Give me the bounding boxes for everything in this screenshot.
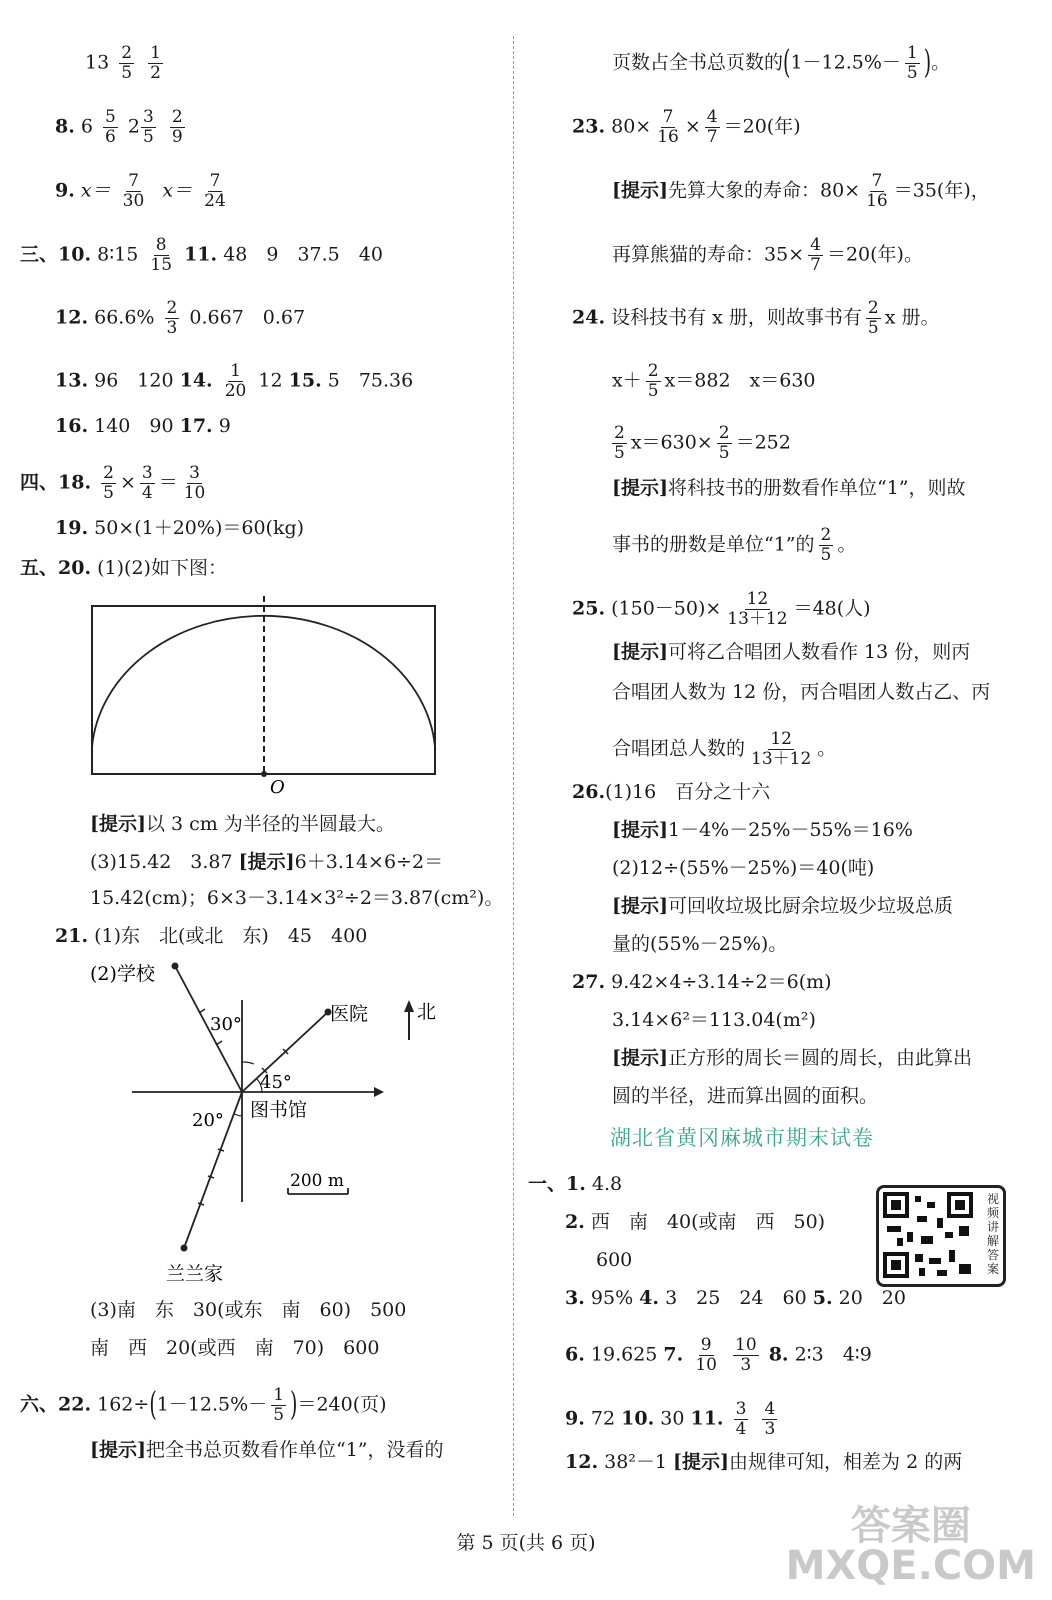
answer-20-3: (3)15.42 3.87 [提示]6＋3.14×6÷2＝ bbox=[90, 851, 444, 873]
point-o-label: O bbox=[270, 777, 285, 796]
section-title: 湖北省黄冈麻城市期末试卷 bbox=[610, 1126, 874, 1150]
scale-label: 200 m bbox=[290, 1171, 344, 1191]
answer-24: 24. 设科技书有 x 册，则故事书有 $\frac{2}{5}$ x 册。 bbox=[572, 298, 940, 338]
answer-16-17: 16. 140 90 17. 9 bbox=[55, 415, 231, 437]
answer-9: 9. x＝ $\frac{7}{30}$ x＝ $\frac{7}{24}$ bbox=[55, 171, 226, 211]
answer-9-11: 9. 72 10. 30 11. $\frac{3}{4}$ $\frac{4}{3}$ bbox=[565, 1399, 776, 1439]
answer-8: 8. 6 $\frac{5}{6}$ 2 $\frac{3}{5}$ $\frac{2}{9}$ bbox=[55, 107, 183, 147]
fraction: $\frac{1}{2}$ bbox=[150, 43, 161, 83]
answer-21: 21. (1)东 北(或北 东) 45 400 bbox=[55, 925, 368, 947]
hint-22: [提示]把全书总页数看作单位“1”，没看的 bbox=[90, 1439, 444, 1461]
answer-20-3-cont: 15.42(cm)；6×3－3.14×3²÷2＝3.87(cm²)。 bbox=[90, 887, 504, 909]
answer-26: 26.(1)16 百分之十六 bbox=[572, 781, 771, 803]
answer-24-eq2: $\frac{2}{5}$ x＝630× $\frac{2}{5}$ ＝252 bbox=[614, 423, 791, 463]
answer-25: 25. (150－50)× $\frac{12}{13+12}$ ＝48(人) bbox=[572, 589, 871, 629]
hint-24: [提示]将科技书的册数看作单位“1”，则故 bbox=[612, 477, 966, 499]
answer-24-eq1: x＋ $\frac{2}{5}$ x＝882 x＝630 bbox=[612, 361, 816, 401]
qr-code[interactable] bbox=[876, 1185, 1006, 1287]
answer-3-5: 3. 95% 4. 3 25 24 60 5. 20 20 bbox=[565, 1287, 906, 1309]
library-label: 图书馆 bbox=[250, 1099, 308, 1121]
answer-1: 一、1. 4.8 bbox=[528, 1173, 623, 1195]
column-divider bbox=[513, 36, 514, 1516]
home-label: 兰兰家 bbox=[166, 1263, 224, 1285]
hint-25-cont: 合唱团人数为 12 份，丙合唱团人数占乙、丙 bbox=[612, 681, 991, 703]
answer-26-2: (2)12÷(55%－25%)＝40(吨) bbox=[612, 857, 875, 879]
hint-26: [提示]1－4%－25%－55%＝16% bbox=[612, 819, 913, 841]
answer-20: 五、20. (1)(2)如下图： bbox=[20, 557, 227, 579]
answer-21-3-cont: 南 西 20(或西 南 70) 600 bbox=[90, 1337, 380, 1359]
hint-24-cont: 事书的册数是单位“1”的 $\frac{2}{5}$ 。 bbox=[612, 525, 857, 565]
hint-27: [提示]正方形的周长＝圆的周长，由此算出 bbox=[612, 1047, 972, 1069]
answer-12: 12. 66.6% $\frac{2}{3}$ 0.667 0.67 bbox=[55, 298, 306, 338]
answer-19: 19. 50×(1＋20%)＝60(kg) bbox=[55, 517, 305, 539]
hint-23: [提示]先算大象的寿命：80× $\frac{7}{16}$ ＝35(年)， bbox=[612, 171, 990, 211]
direction-map bbox=[84, 950, 504, 1290]
semicircle-figure bbox=[84, 596, 444, 796]
school-label: (2)学校 bbox=[90, 963, 155, 985]
answer-12: 12. 38²－1 [提示]由规律可知，相差为 2 的两 bbox=[565, 1451, 963, 1473]
hint-26-2-cont: 量的(55%－25%)。 bbox=[612, 933, 788, 955]
hint-26-2: [提示]可回收垃圾比厨余垃圾少垃圾总质 bbox=[612, 895, 953, 917]
answer-18: 四、18. $\frac{2}{5}$ × $\frac{3}{4}$ ＝ $\frac{3}{10}$ bbox=[20, 463, 206, 503]
home-point bbox=[181, 1245, 188, 1252]
center-point bbox=[261, 771, 267, 777]
fraction: $\frac{2}{5}$ bbox=[121, 43, 133, 83]
north-label: 北 bbox=[417, 1001, 437, 1023]
hint-27-cont: 圆的半径，进而算出圆的面积。 bbox=[612, 1085, 879, 1107]
hint-23-cont: 再算熊猫的寿命：35× $\frac{4}{7}$ ＝20(年)。 bbox=[612, 235, 923, 275]
answer-13-15: 13. 96 120 14. $\frac{1}{20}$ 12 15. 5 75.36 bbox=[55, 361, 414, 401]
answer-6-8: 6. 19.625 7. $\frac{9}{10}$ $\frac{10}{3}$ 8. 2∶3 4∶9 bbox=[565, 1335, 872, 1375]
answer-27: 27. 9.42×4÷3.14÷2＝6(m) bbox=[572, 971, 832, 993]
answer-27-cont: 3.14×6²＝113.04(m²) bbox=[612, 1009, 816, 1031]
qr-label: 视频讲解答案 bbox=[986, 1192, 999, 1276]
angle-45-label: 45° bbox=[260, 1072, 292, 1093]
answer-2-cont: 600 bbox=[596, 1249, 633, 1271]
answer-21-3: (3)南 东 30(或东 南 60) 500 bbox=[90, 1299, 407, 1321]
page-footer: 第 5 页(共 6 页) bbox=[456, 1532, 596, 1554]
hint-20: [提示]以 3 cm 为半径的半圆最大。 bbox=[90, 813, 395, 835]
hospital-label: 医院 bbox=[330, 1003, 369, 1025]
school-point bbox=[172, 963, 179, 970]
answer-line-7: 13 $\frac{2}{5}$ $\frac{1}{2}$ bbox=[85, 43, 161, 83]
answer-22: 六、22. 162÷(1－12.5%－ $\frac{1}{5}$ )＝240(页) bbox=[20, 1385, 387, 1425]
hint-25-cont2: 合唱团总人数的 $\frac{12}{13+12}$ 。 bbox=[612, 729, 837, 769]
answer-10-11: 三、10. 8∶15 $\frac{8}{15}$ 11. 48 9 37.5 40 bbox=[20, 235, 383, 275]
hint-22-cont: 页数占全书总页数的(1－12.5%－ $\frac{1}{5}$ )。 bbox=[612, 43, 951, 83]
watermark: 答案圈 MXQE.COM bbox=[785, 1503, 1036, 1589]
hint-25: [提示]可将乙合唱团人数看作 13 份，则丙 bbox=[612, 641, 971, 663]
answer-23: 23. 80× $\frac{7}{16}$ × $\frac{4}{7}$ ＝20(年) bbox=[572, 107, 801, 147]
angle-20-label: 20° bbox=[192, 1110, 224, 1131]
answer-2: 2. 西 南 40(或南 西 50) bbox=[565, 1211, 826, 1233]
angle-30-label: 30° bbox=[210, 1014, 242, 1035]
